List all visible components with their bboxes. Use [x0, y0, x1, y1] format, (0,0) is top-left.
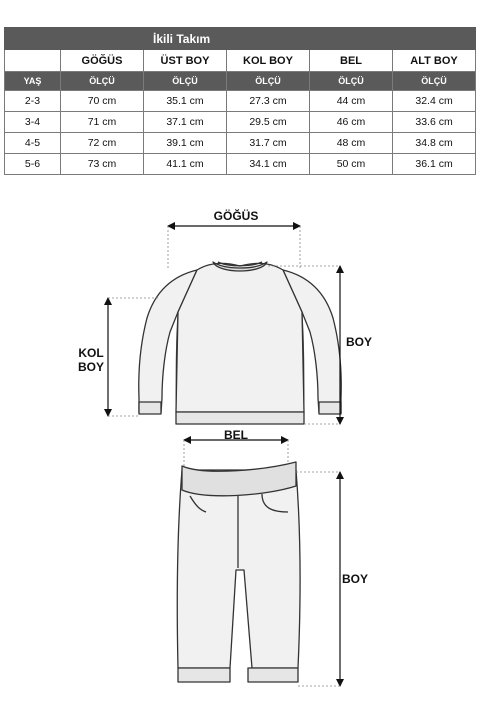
value-cell: 50 cm [310, 154, 393, 175]
age-cell: 2-3 [5, 91, 61, 112]
value-cell: 31.7 cm [227, 133, 310, 154]
bottom-length-label: BOY [341, 572, 368, 586]
header-cell-chest: GÖĞÜS [61, 50, 144, 72]
age-cell: 4-5 [5, 133, 61, 154]
sleeve-length-label-line2: BOY [77, 360, 104, 374]
subheader-measure: ÖLÇÜ [61, 72, 144, 91]
header-cell-bottom-length: ALT BOY [393, 50, 476, 72]
sleeve-length-label [74, 346, 108, 374]
value-cell: 35.1 cm [144, 91, 227, 112]
value-cell: 48 cm [310, 133, 393, 154]
value-cell: 71 cm [61, 112, 144, 133]
table-title: İkili Takım [5, 28, 476, 50]
subheader-measure: ÖLÇÜ [144, 72, 227, 91]
subheader-age: YAŞ [5, 72, 61, 91]
waist-label: BEL [224, 428, 248, 442]
trousers-illustration [177, 462, 300, 682]
value-cell: 29.5 cm [227, 112, 310, 133]
value-cell: 46 cm [310, 112, 393, 133]
value-cell: 73 cm [61, 154, 144, 175]
subheader-measure: ÖLÇÜ [310, 72, 393, 91]
value-cell: 34.1 cm [227, 154, 310, 175]
sleeve-length-label-line1: KOL [78, 346, 104, 360]
value-cell: 36.1 cm [393, 154, 476, 175]
value-cell: 41.1 cm [144, 154, 227, 175]
subheader-measure: ÖLÇÜ [227, 72, 310, 91]
age-cell: 5-6 [5, 154, 61, 175]
value-cell: 37.1 cm [144, 112, 227, 133]
value-cell: 32.4 cm [393, 91, 476, 112]
value-cell: 44 cm [310, 91, 393, 112]
header-cell-waist: BEL [310, 50, 393, 72]
value-cell: 34.8 cm [393, 133, 476, 154]
value-cell: 72 cm [61, 133, 144, 154]
sweatshirt-illustration [139, 262, 341, 424]
value-cell: 33.6 cm [393, 112, 476, 133]
top-length-label: BOY [345, 335, 372, 349]
value-cell: 39.1 cm [144, 133, 227, 154]
age-cell: 3-4 [5, 112, 61, 133]
header-cell-sleeve-length: KOL BOY [227, 50, 310, 72]
value-cell: 27.3 cm [227, 91, 310, 112]
value-cell: 70 cm [61, 91, 144, 112]
chest-label: GÖĞÜS [213, 209, 259, 223]
header-cell-top-length: ÜST BOY [144, 50, 227, 72]
subheader-measure: ÖLÇÜ [393, 72, 476, 91]
